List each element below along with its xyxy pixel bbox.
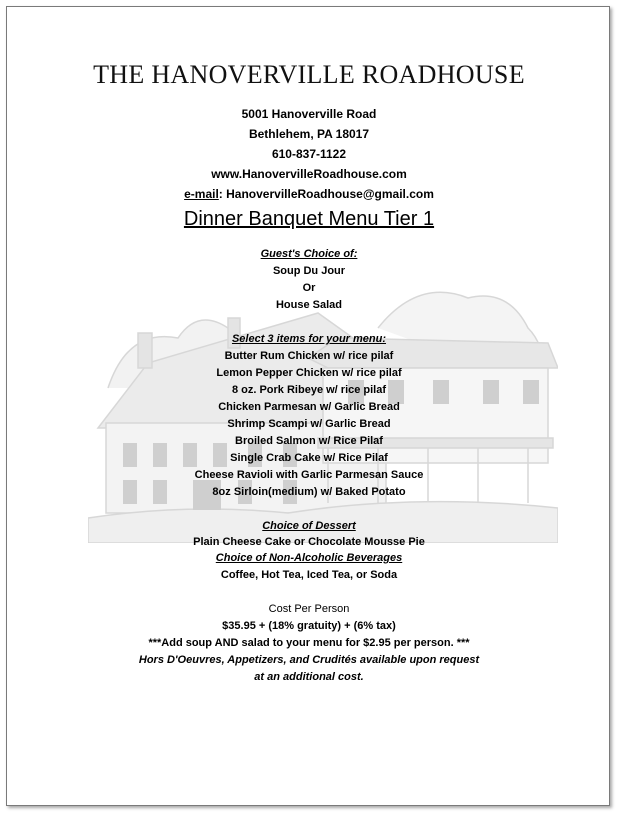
- restaurant-name: THE HANOVERVILLE ROADHOUSE: [93, 60, 525, 89]
- email-address[interactable]: : HanovervilleRoadhouse@gmail.com: [218, 187, 434, 201]
- entrees-heading: Select 3 items for your menu:: [231, 333, 387, 345]
- menu-title: Dinner Banquet Menu Tier 1: [183, 208, 435, 230]
- starters-heading: Guest's Choice of:: [260, 248, 358, 260]
- address-street: 5001 Hanoverville Road: [241, 107, 377, 121]
- entree-item: Lemon Pepper Chicken w/ rice pilaf: [216, 367, 402, 379]
- email-line: [0, 186, 618, 202]
- website-link[interactable]: www.HanovervilleRoadhouse.com: [211, 167, 407, 181]
- address-city: Bethlehem, PA 18017: [248, 127, 370, 141]
- starter-item: Soup Du Jour: [272, 265, 346, 277]
- entree-item: 8oz Sirloin(medium) w/ Baked Potato: [212, 486, 406, 498]
- beverages-heading: Choice of Non-Alcoholic Beverages: [215, 552, 403, 564]
- beverages-options: Coffee, Hot Tea, Iced Tea, or Soda: [220, 569, 398, 581]
- phone-number: 610-837-1122: [271, 147, 347, 161]
- entree-item: Chicken Parmesan w/ Garlic Bread: [218, 401, 400, 413]
- extras-note-line2: at an additional cost.: [254, 671, 364, 683]
- starter-item: Or: [302, 282, 316, 294]
- entree-item: Single Crab Cake w/ Rice Pilaf: [230, 452, 388, 464]
- extras-note-line1: Hors D'Oeuvres, Appetizers, and Crudités available upon request: [138, 654, 480, 666]
- cost-price: $35.95 + (18% gratuity) + (6% tax): [222, 620, 396, 632]
- entree-item: Broiled Salmon w/ Rice Pilaf: [235, 435, 383, 447]
- dessert-options: Plain Cheese Cake or Chocolate Mousse Pie: [193, 536, 425, 548]
- cost-label: Cost Per Person: [268, 603, 350, 615]
- entree-item: Butter Rum Chicken w/ rice pilaf: [224, 350, 394, 362]
- entree-item: Cheese Ravioli with Garlic Parmesan Sauce: [194, 469, 424, 481]
- entree-item: Shrimp Scampi w/ Garlic Bread: [227, 418, 391, 430]
- dessert-heading: Choice of Dessert: [262, 520, 356, 532]
- addon-note: ***Add soup AND salad to your menu for $2.95 per person. ***: [148, 637, 470, 649]
- entree-item: 8 oz. Pork Ribeye w/ rice pilaf: [231, 384, 387, 396]
- starter-item: House Salad: [275, 299, 343, 311]
- email-label: e-mail: [184, 187, 219, 201]
